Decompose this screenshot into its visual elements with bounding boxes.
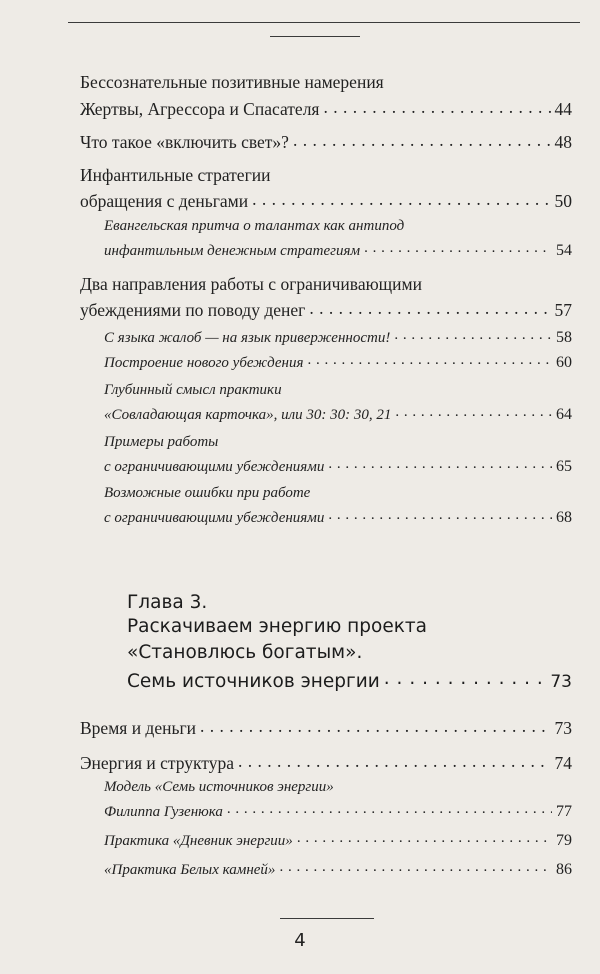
chapter-heading (127, 642, 572, 663)
toc-entry-title: Возможные ошибки при работе (104, 485, 311, 501)
toc-subentry (104, 456, 572, 476)
chapter-title: Семь источников энергии (127, 670, 380, 692)
toc-entry (80, 97, 572, 120)
toc-subentry (104, 859, 572, 879)
toc-entry (80, 189, 572, 212)
toc-page-number: 86 (556, 861, 572, 878)
dot-leader (309, 298, 550, 316)
toc-subentry (104, 434, 572, 451)
toc-entry-title: инфантильным денежным стратегиям (104, 243, 361, 259)
toc-entry-title: с ограничивающими убеждениями (104, 510, 325, 526)
toc-entry (80, 716, 572, 739)
toc-page-number: 65 (556, 458, 572, 475)
toc-entry (80, 165, 572, 186)
dot-leader (323, 97, 550, 115)
toc-entry (80, 130, 572, 153)
toc-entry-title: Энергия и структура (80, 752, 234, 773)
toc-page-number: 57 (554, 299, 572, 320)
toc-entry-title: с ограничивающими убеждениями (104, 459, 325, 475)
toc-subentry (104, 352, 572, 372)
toc-entry (80, 751, 572, 774)
toc-entry-title: убеждениями по поводу денег (80, 299, 306, 320)
toc-entry-title: С языка жалоб — на язык приверженности! (104, 330, 391, 346)
page-number: 4 (294, 930, 306, 951)
dot-leader (384, 668, 547, 687)
toc-page-number: 54 (556, 242, 572, 259)
toc-entry-title: Время и деньги (80, 717, 196, 738)
top-rule-short (270, 36, 360, 37)
toc-subentry (104, 382, 572, 399)
toc-entry (80, 274, 572, 295)
toc-entry-title: Евангельская притча о талантах как антипод (104, 218, 405, 234)
chapter-title: «Становлюсь богатым». (127, 642, 363, 663)
toc-entry-title: Инфантильные стратегии (80, 165, 271, 185)
dot-leader (394, 327, 552, 342)
chapter-number: Глава 3. (127, 592, 208, 613)
toc-entry-title: обращения с деньгами (80, 190, 249, 211)
toc-subentry (104, 801, 572, 821)
toc-entry-title: «Совладающая карточка», или 30: 30: 30, 21 (104, 407, 392, 423)
dot-leader (238, 751, 551, 769)
toc-entry-title: Два направления работы с ограничивающими (80, 274, 422, 294)
toc-page-number: 50 (554, 190, 572, 211)
dot-leader (252, 189, 550, 207)
toc-entry-title: Модель «Семь источников энергии» (104, 779, 334, 795)
toc-subentry (104, 404, 572, 424)
toc-subentry (104, 218, 572, 235)
dot-leader (328, 507, 552, 522)
dot-leader (328, 456, 552, 471)
chapter-heading (127, 592, 572, 613)
dot-leader (227, 801, 552, 816)
dot-leader (307, 352, 552, 367)
toc-page-number: 68 (556, 509, 572, 526)
toc-entry (80, 72, 572, 93)
dot-leader (364, 240, 552, 255)
top-rule (68, 22, 580, 23)
toc-entry-title: Примеры работы (104, 434, 219, 450)
chapter-title: Раскачиваем энергию проекта (127, 616, 427, 637)
toc-entry-title: Филиппа Гузенюка (104, 804, 223, 820)
toc-page-number: 64 (556, 406, 572, 423)
toc-page-number: 48 (554, 131, 572, 152)
toc-entry-title: Практика «Дневник энергии» (104, 833, 293, 849)
toc-entry-title: Жертвы, Агрессора и Спасателя (80, 98, 320, 119)
dot-leader (297, 830, 552, 845)
dot-leader (395, 404, 552, 419)
toc-page-number: 73 (554, 717, 572, 738)
toc-subentry (104, 240, 572, 260)
toc-entry-title: Глубинный смысл практики (104, 382, 282, 398)
toc-entry-title: «Практика Белых камней» (104, 862, 276, 878)
dot-leader (293, 130, 551, 148)
chapter-heading (127, 668, 572, 692)
chapter-heading (127, 616, 572, 637)
toc-entry (80, 298, 572, 321)
toc-entry-title: Бессознательные позитивные намерения (80, 72, 384, 92)
toc-page-number: 58 (556, 329, 572, 346)
dot-leader (200, 716, 551, 734)
toc-subentry (104, 485, 572, 502)
dot-leader (279, 859, 552, 874)
toc-entry-title: Что такое «включить свет»? (80, 131, 289, 152)
toc-page-number: 77 (556, 803, 572, 820)
toc-page-number: 73 (550, 671, 572, 692)
toc-page-number: 60 (556, 354, 572, 371)
toc-page-number: 74 (554, 752, 572, 773)
toc-subentry (104, 779, 572, 796)
bottom-rule (280, 918, 374, 919)
toc-subentry (104, 507, 572, 527)
toc-subentry (104, 830, 572, 850)
toc-subentry (104, 327, 572, 347)
toc-page-number: 79 (556, 832, 572, 849)
toc-entry-title: Построение нового убеждения (104, 355, 304, 371)
toc-page-number: 44 (554, 98, 572, 119)
